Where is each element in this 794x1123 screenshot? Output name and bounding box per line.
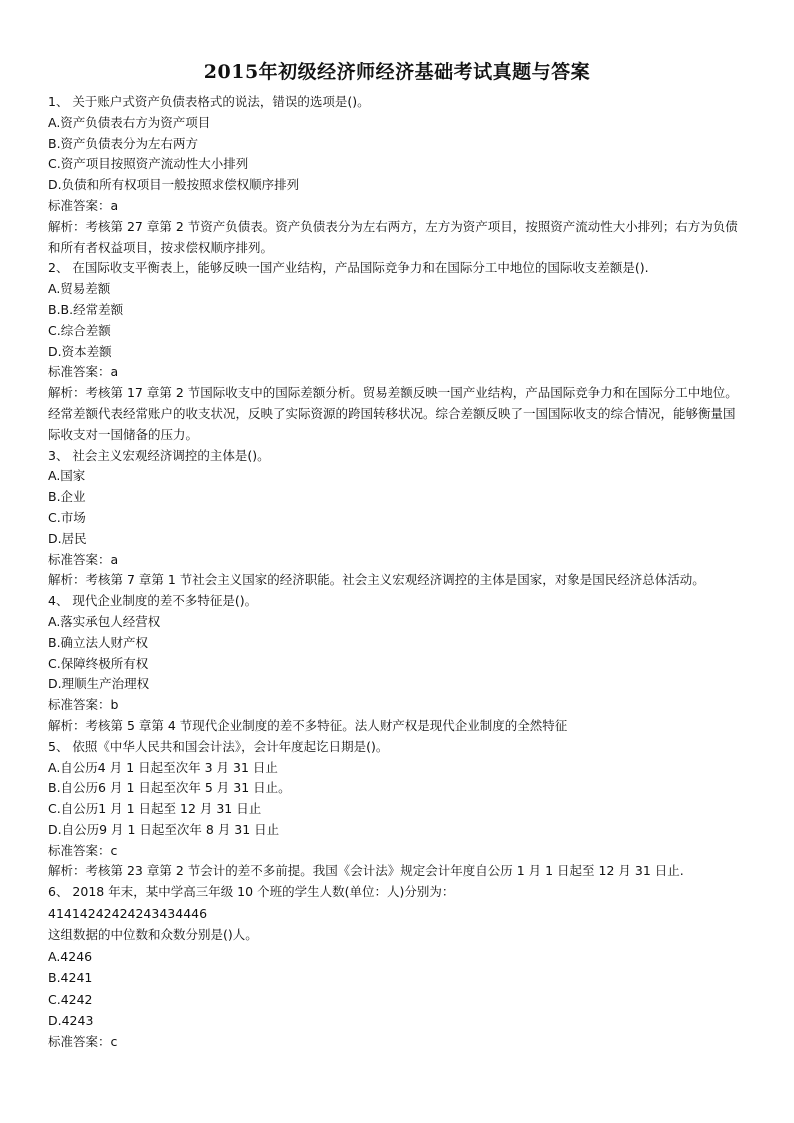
analysis-text: 解析：考核第 27 章第 2 节资产负债表。资产负债表分为左右两方，左方为资产项目，按照资产流动性大小排列；右方为负债和所有者权益项目，按求偿权顺序排列。 [48,218,738,255]
analysis-text: 解析：考核第 7 章第 1 节社会主义国家的经济职能。社会主义宏观经济调控的主体是国家，对象是国民经济总体活动。 [48,572,705,588]
option-d: D.居民 [48,530,87,546]
question-stem: 2、 在国际收支平衡表上，能够反映一国产业结构，产品国际竞争力和在国际分工中地位的国际收支差额是(). [48,260,649,276]
question-stem: 3、 社会主义宏观经济调控的主体是()。 [48,447,270,463]
option-b: B.B.经常差额 [48,301,124,317]
answer-label: 标准答案： [48,842,111,858]
document-title: 2015年初级经济师经济基础考试真题与答案 [203,61,591,83]
question-3 [48,446,748,592]
option-b: B.自公历6 月 1 日起至次年 5 月 31 日止。 [48,780,291,796]
answer-line [48,550,748,571]
analysis-text: 解析：考核第 17 章第 2 节国际收支中的国际差额分析。贸易差额反映一国产业结构，产品国际竞争力和在国际分工中地位。经常差额代表经常账户的收支状况，反映了实际资源的跨国转移状况。综合差额反映了一国国际收支的综合情况，能够衡量国际收支对一国储备的压力。 [48,385,738,442]
option-d: D.理顺生产治理权 [48,676,150,692]
answer-value: c [110,1033,118,1049]
answer-value: a [110,197,119,213]
answer-label: 标准答案： [48,1033,111,1049]
question-4 [48,591,748,737]
question-stem: 6、 2018 年末，某中学高三年级 10 个班的学生人数(单位：人)分别为： [48,884,455,900]
analysis-text: 解析：考核第 23 章第 2 节会计的差不多前提。我国《会计法》规定会计年度自公历 1 月 1 日起至 12 月 31 日止. [48,863,684,879]
option-a: A.贸易差额 [48,281,111,297]
answer-line [48,695,748,716]
question-stem: 4、 现代企业制度的差不多特征是()。 [48,593,258,609]
option-c: C.4242 [48,991,93,1007]
option-d: D.资本差额 [48,343,112,359]
document-body [48,92,748,1052]
option-a: A.国家 [48,468,86,484]
answer-label: 标准答案： [48,364,111,380]
analysis-text: 解析：考核第 5 章第 4 节现代企业制度的差不多特征。法人财产权是现代企业制度的全然特征 [48,717,568,733]
question-stem: 5、 依照《中华人民共和国会计法》，会计年度起讫日期是()。 [48,738,389,754]
answer-line [48,196,748,217]
option-d: D.4243 [48,1013,94,1029]
question-sub-stem: 这组数据的中位数和众数分别是()人。 [48,927,258,943]
option-c: C.综合差额 [48,322,111,338]
answer-line [48,841,748,862]
answer-value: a [110,551,119,567]
answer-value: b [110,697,119,713]
question-1 [48,92,748,258]
option-b: B.确立法人财产权 [48,634,149,650]
answer-label: 标准答案： [48,551,111,567]
answer-line [48,362,748,383]
option-a: A.自公历4 月 1 日起至次年 3 月 31 日止 [48,759,278,775]
option-c: C.市场 [48,509,86,525]
option-b: B.资产负债表分为左右两方 [48,135,199,151]
option-d: D.自公历9 月 1 日起至次年 8 月 31 日止 [48,821,280,837]
option-a: A.4246 [48,948,93,964]
question-5 [48,737,748,883]
answer-line [48,1032,748,1053]
answer-label: 标准答案： [48,697,111,713]
option-a: A.落实承包人经营权 [48,613,161,629]
option-c: C.自公历1 月 1 日起至 12 月 31 日止 [48,801,262,817]
answer-value: c [110,842,118,858]
answer-value: a [110,364,119,380]
question-2 [48,258,748,445]
option-c: C.资产项目按照资产流动性大小排列 [48,156,249,172]
question-stem: 1、 关于账户式资产负债表格式的说法，错误的选项是()。 [48,94,370,109]
option-d: D.负债和所有权项目一般按照求偿权顺序排列 [48,177,300,193]
option-b: B.4241 [48,970,93,986]
option-b: B.企业 [48,489,86,505]
option-a: A.资产负债表右方为资产项目 [48,114,211,130]
data-line: 41414242424243434446 [48,906,208,922]
option-c: C.保障终极所有权 [48,655,149,671]
question-6 [48,882,748,1052]
answer-label: 标准答案： [48,197,111,213]
